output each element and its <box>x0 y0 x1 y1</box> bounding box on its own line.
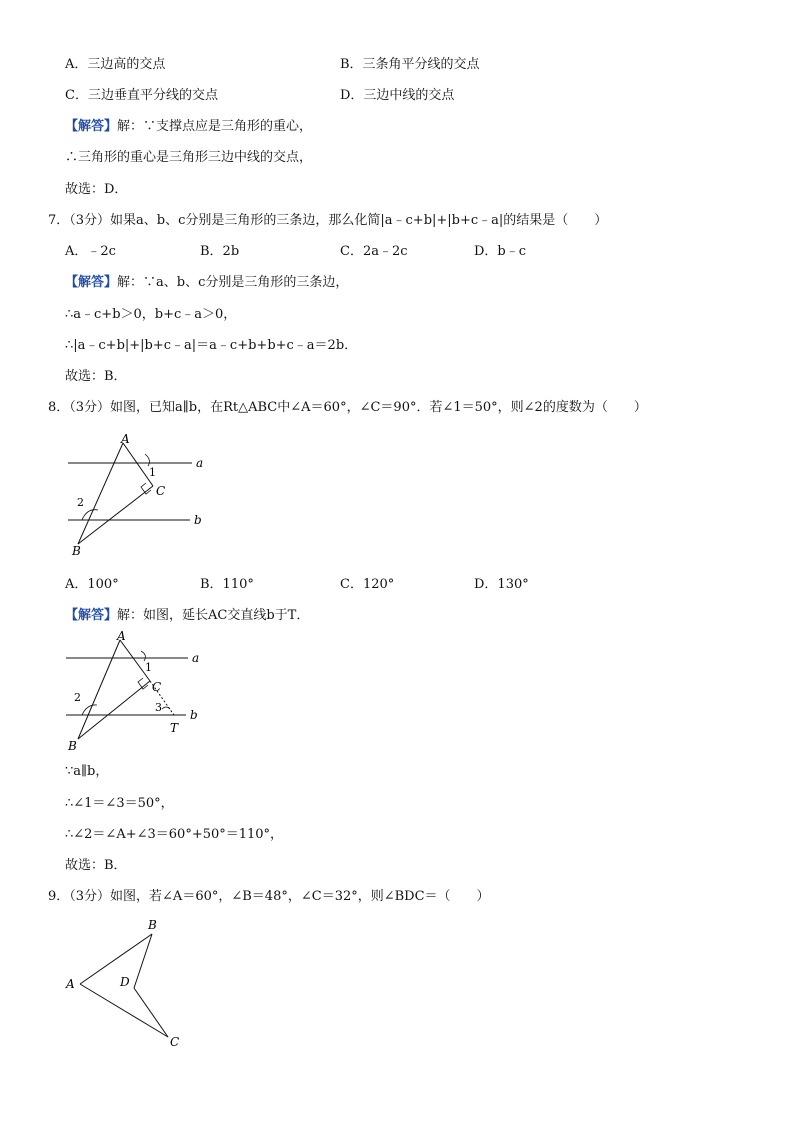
q6-option-d: D．三边中线的交点 <box>340 88 455 103</box>
label-3: 3 <box>155 701 162 714</box>
segment-ab <box>80 934 152 984</box>
q6-solution-line-2: ∴三角形的重心是三角形三边中线的交点， <box>65 150 313 165</box>
q7-stem: 7．（3分）如果a、b、c分别是三角形的三条边，那么化简|a﹣c+b|+|b+c﹣a|的结果是（ ） <box>48 213 608 228</box>
q7-option-d: D．b﹣c <box>474 244 527 259</box>
label-2: 2 <box>77 496 84 509</box>
label-a: a <box>196 456 204 470</box>
angle-1-arc <box>141 651 145 661</box>
q8-solution-line-5: 故选：B． <box>65 858 127 873</box>
segment-dc <box>134 988 168 1037</box>
label-a: a <box>192 651 200 665</box>
q6-option-b: B．三条角平分线的交点 <box>340 57 480 72</box>
segment-ab <box>78 640 120 739</box>
q7-solution-line-2: ∴a﹣c+b＞0，b+c﹣a＞0， <box>65 307 237 322</box>
q7-solution-line-4: 故选：B． <box>65 369 127 384</box>
q8-option-c: C．120° <box>340 577 395 592</box>
label-1: 1 <box>149 466 156 479</box>
label-T: T <box>170 721 179 735</box>
q8-sol1: 解：如图，延长AC交直线b于T． <box>117 608 310 623</box>
segment-ab <box>78 443 123 544</box>
q6-sol1: 解：∵支撑点应是三角形的重心， <box>117 119 313 134</box>
q8-solution-line-3: ∴∠1＝∠3＝50°， <box>65 796 174 811</box>
label-b: b <box>194 513 202 527</box>
answer-tag: 【解答】 <box>65 119 118 134</box>
label-b: b <box>190 708 198 722</box>
angle-2-arc <box>82 510 98 520</box>
answer-tag: 【解答】 <box>65 608 118 623</box>
q8-solution-line-4: ∴∠2＝∠A+∠3＝60°+50°＝110°， <box>65 827 284 842</box>
q8-option-d: D．130° <box>474 577 529 592</box>
segment-ac <box>80 984 168 1037</box>
q7-option-b: B．2b <box>200 244 240 259</box>
q7-option-c: C．2a﹣2c <box>340 244 408 259</box>
q8-solution-line-1 <box>65 607 309 625</box>
q8-figure <box>60 430 220 560</box>
label-2: 2 <box>74 691 81 704</box>
q8-solution-figure <box>58 625 218 755</box>
q6-option-a: A．三边高的交点 <box>65 57 166 72</box>
label-B: B <box>68 739 77 753</box>
segment-bd <box>134 934 152 988</box>
q6-solution-line-3: 故选：D． <box>65 182 128 197</box>
q7-sol1: 解：∵a、b、c分别是三角形的三条边， <box>117 275 349 290</box>
q6-option-c: C．三边垂直平分线的交点 <box>65 88 218 103</box>
q8-stem: 8．（3分）如图，已知a∥b，在Rt△ABC中∠A＝60°，∠C＝90°．若∠1＝50°，则∠2的度数为（ ） <box>48 400 647 415</box>
label-C: C <box>152 680 162 694</box>
label-A: A <box>117 629 126 643</box>
q7-option-a: A．﹣2c <box>65 244 116 259</box>
label-D: D <box>120 975 130 989</box>
label-C: C <box>156 484 166 498</box>
label-1: 1 <box>145 661 152 674</box>
q6-solution-line-1 <box>65 118 312 136</box>
answer-tag: 【解答】 <box>65 275 118 290</box>
q8-option-a: A．100° <box>65 577 119 592</box>
q8-solution-line-2: ∵a∥b， <box>65 764 109 779</box>
segment-bc <box>78 486 153 544</box>
q7-solution-line-1 <box>65 274 348 292</box>
q7-solution-line-3: ∴|a﹣c+b|+|b+c﹣a|＝a﹣c+b+b+c﹣a＝2b． <box>65 338 358 353</box>
segment-bc <box>78 681 150 739</box>
q9-stem: 9．（3分）如图，若∠A＝60°，∠B＝48°，∠C＝32°，则∠BDC＝（ ） <box>48 889 490 904</box>
angle-1-arc <box>145 454 149 466</box>
label-A: A <box>121 432 130 446</box>
q9-figure <box>60 912 200 1052</box>
label-B: B <box>148 918 157 932</box>
label-B: B <box>72 544 81 558</box>
q8-option-b: B．110° <box>200 577 254 592</box>
label-C: C <box>170 1035 180 1049</box>
label-A: A <box>66 977 75 991</box>
angle-2-arc <box>82 705 97 715</box>
